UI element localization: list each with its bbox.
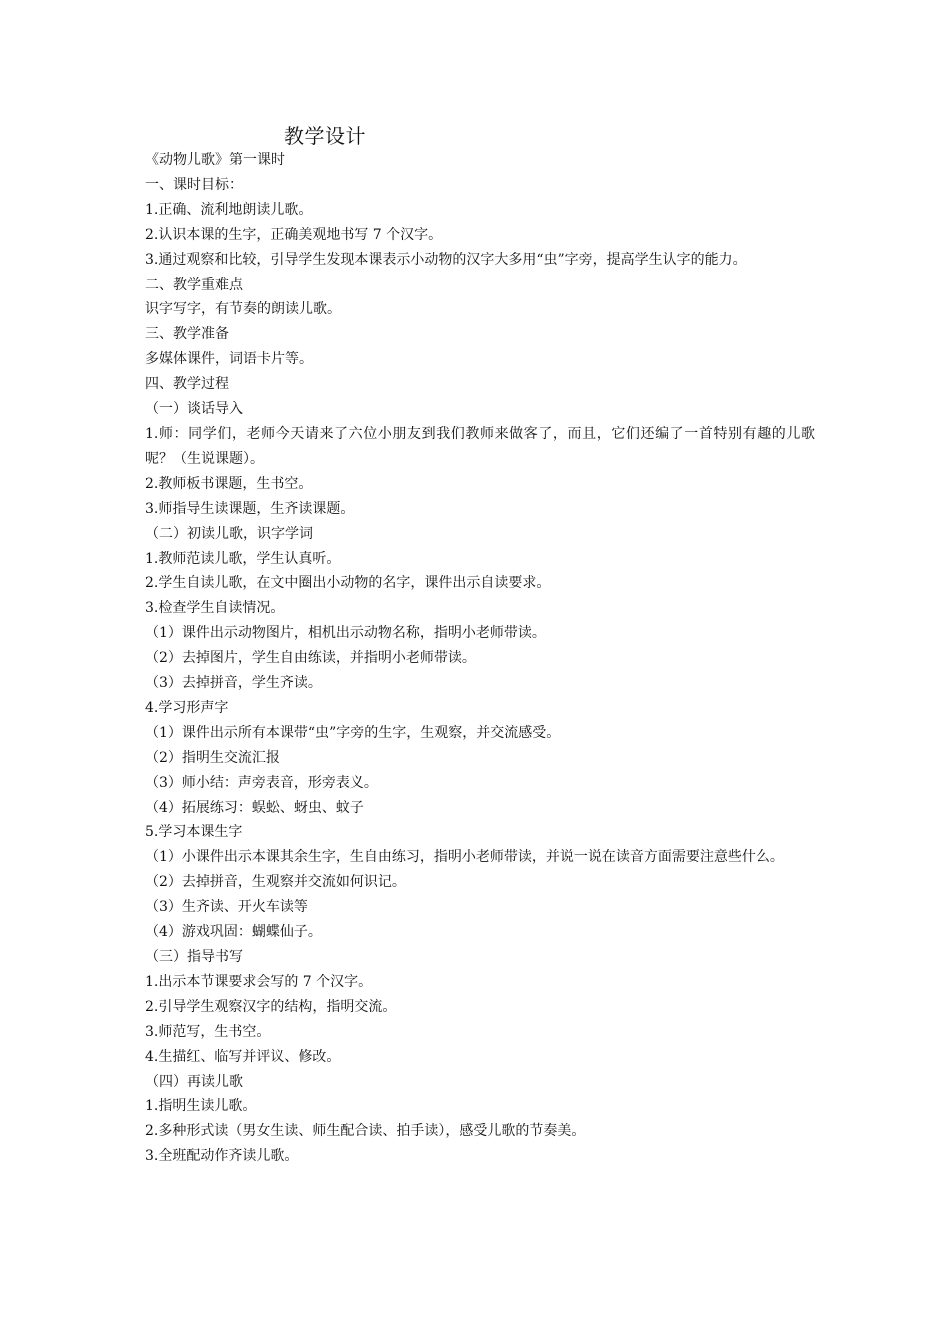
subsection-heading: （二）初读儿歌，识字学词 [145,525,313,542]
process-subitem: （2）去掉拼音，生观察并交流如何识记。 [145,874,406,891]
process-subitem: （1）课件出示动物图片，相机出示动物名称，指明小老师带读。 [145,625,546,642]
process-subitem: （1）小课件出示本课其余生字，生自由练习，指明小老师带读，并说一说在读音方面需要注意些什么。 [145,849,784,866]
subsection-heading: （三）指导书写 [145,949,243,965]
subsection-heading: （一）谈话导入 [145,401,243,418]
preparation-text: 多媒体课件，词语卡片等。 [145,351,313,368]
process-item: 2.多种形式读（男女生读、师生配合读、拍手读），感受儿歌的节奏美。 [145,1123,586,1140]
key-points-text: 识字写字，有节奏的朗读儿歌。 [145,301,341,318]
process-item: 2.引导学生观察汉字的结构，指明交流。 [145,998,397,1015]
process-subitem: （4）游戏巩固：蝴蝶仙子。 [145,924,322,941]
process-subitem: （2）指明生交流汇报 [145,749,280,766]
process-item: 4.生描红、临写并评议、修改。 [145,1048,341,1065]
process-item: 3.检查学生自读情况。 [145,600,285,617]
process-subitem: （3）去掉拼音，学生齐读。 [145,675,322,692]
process-item: 2.学生自读儿歌，在文中圈出小动物的名字，课件出示自读要求。 [145,575,551,592]
process-item: 1.出示本节课要求会写的 7 个汉字。 [145,973,373,990]
objective-item: 2.认识本课的生字，正确美观地书写 7 个汉字。 [145,226,443,243]
process-item: 1.指明生读儿歌。 [145,1098,257,1115]
process-item: 2.教师板书课题，生书空。 [145,475,313,492]
process-subitem: （3）师小结：声旁表音，形旁表义。 [145,774,378,791]
subsection-heading: （四）再读儿歌 [145,1073,243,1090]
process-item: 1.师：同学们，老师今天请来了六位小朋友到我们教师来做客了，而且，它们还编了一首特别有趣的儿歌呢？（生说课题）。 [145,425,815,467]
process-subitem: （2）去掉图片，学生自由练读，并指明小老师带读。 [145,650,476,667]
section-heading-objectives: 一、课时目标： [145,176,243,193]
process-item: 1.教师范读儿歌，学生认真听。 [145,550,341,567]
process-subitem: （4）拓展练习：蜈蚣、蚜虫、蚊子 [145,799,364,816]
process-item: 5.学习本课生字 [145,824,243,841]
lesson-name: 《动物儿歌》第一课时 [145,152,285,168]
objective-item: 3.通过观察和比较，引导学生发现本课表示小动物的汉字大多用“虫”字旁，提高学生认字的能力。 [145,251,747,268]
process-item: 3.师指导生读课题，生齐读课题。 [145,500,355,517]
document-title: 教学设计 [284,124,366,148]
section-heading-key-points: 二、教学重难点 [145,276,243,293]
section-heading-process: 四、教学过程 [145,376,229,393]
process-subitem: （1）课件出示所有本课带“虫”字旁的生字，生观察，并交流感受。 [145,724,561,741]
process-item: 3.全班配动作齐读儿歌。 [145,1148,299,1165]
document-body [145,148,815,1169]
objective-item: 1.正确、流利地朗读儿歌。 [145,201,313,218]
process-item: 3.师范写，生书空。 [145,1023,271,1040]
section-heading-preparation: 三、教学准备 [145,326,229,343]
process-subitem: （3）生齐读、开火车读等 [145,899,308,916]
process-item: 4.学习形声字 [145,699,229,716]
